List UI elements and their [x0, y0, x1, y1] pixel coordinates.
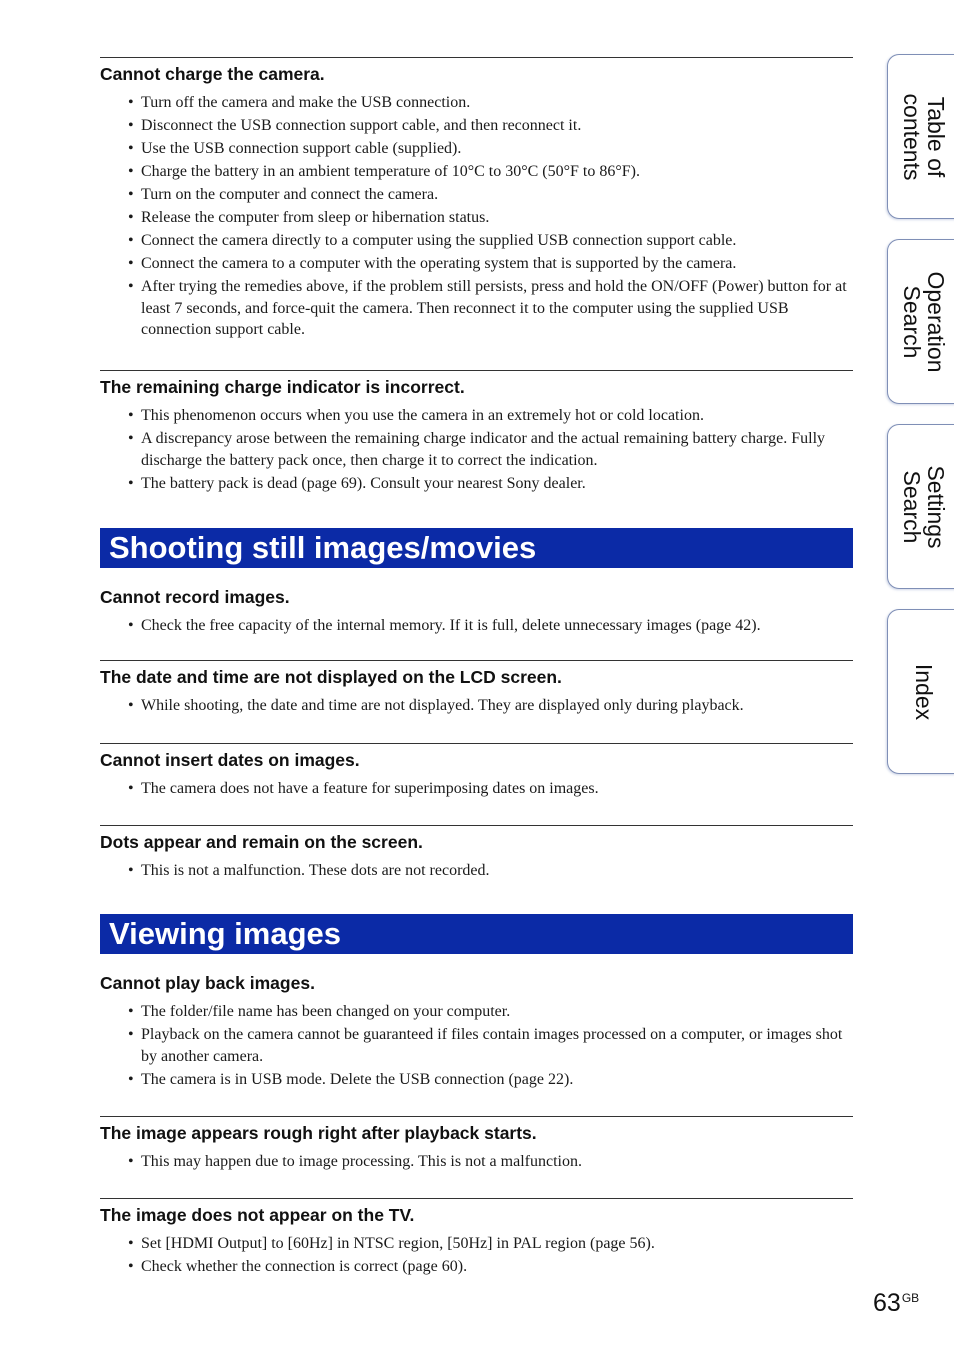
list-item: • This phenomenon occurs when you use the camera in an extremely hot or cold location. [100, 405, 853, 427]
list-item: • Use the USB connection support cable (supplied). [100, 138, 853, 160]
topic-title: The image does not appear on the TV. [100, 1205, 415, 1225]
topic-charge-indicator [100, 370, 853, 528]
page-number [873, 1289, 919, 1318]
list-item: • Release the computer from sleep or hibernation status. [100, 207, 853, 229]
list-item: • A discrepancy arose between the remaining charge indicator and the actual remaining battery charge. Fully discharge the battery pack once, then charge it to correct the indication. [100, 428, 853, 471]
list-item: • Disconnect the USB connection support cable, and then reconnect it. [100, 115, 853, 137]
page-content [100, 57, 853, 1289]
list-item: • Check whether the connection is correct (page 60). [100, 1256, 853, 1278]
list-item: • Turn on the computer and connect the camera. [100, 184, 853, 206]
section-banner-viewing: Viewing images [100, 914, 853, 954]
topic-cannot-charge [100, 57, 853, 370]
topic-no-tv-image [100, 1198, 853, 1289]
topic-title: Dots appear and remain on the screen. [100, 832, 423, 852]
list-item: • Connect the camera to a computer with the operating system that is supported by the camera. [100, 253, 853, 275]
item-list [100, 615, 853, 637]
topic-image-rough [100, 1116, 853, 1198]
list-item: • The folder/file name has been changed on your computer. [100, 1001, 853, 1023]
tab-table-of-contents[interactable] [887, 54, 954, 219]
item-list [100, 1001, 853, 1090]
item-list [100, 778, 853, 800]
item-list [100, 405, 853, 494]
tab-operation-search[interactable] [887, 239, 954, 404]
topic-title: Cannot play back images. [100, 973, 315, 993]
list-item: • The camera does not have a feature for superimposing dates on images. [100, 778, 853, 800]
page-number-value: 63 [873, 1289, 901, 1317]
item-list [100, 695, 853, 717]
topic-insert-dates [100, 743, 853, 825]
topic-title: Cannot record images. [100, 587, 290, 607]
item-list [100, 92, 853, 341]
tab-label: Table of contents [898, 93, 949, 180]
list-item: • This may happen due to image processing. This is not a malfunction. [100, 1151, 853, 1173]
item-list [100, 1151, 853, 1173]
list-item: • Playback on the camera cannot be guaranteed if files contain images processed on a computer, or images shot by another camera. [100, 1024, 853, 1067]
topic-title: The date and time are not displayed on the LCD screen. [100, 667, 562, 687]
item-list [100, 1233, 853, 1278]
list-item: • Connect the camera directly to a computer using the supplied USB connection support cable. [100, 230, 853, 252]
list-item: • While shooting, the date and time are not displayed. They are displayed only during playback. [100, 695, 853, 717]
section-gap [100, 568, 853, 587]
list-item: • The camera is in USB mode. Delete the USB connection (page 22). [100, 1069, 853, 1091]
tab-label: Operation Search [898, 270, 949, 373]
topic-title: Cannot insert dates on images. [100, 750, 360, 770]
list-item: • After trying the remedies above, if the problem still persists, press and hold the ON/OFF (Power) button for at least 7 seconds, and force-quit the camera. Then reconnect it to the computer using the supplied USB connection support cable. [100, 276, 853, 341]
list-item: • This is not a malfunction. These dots are not recorded. [100, 860, 853, 882]
section-gap [100, 954, 853, 973]
tab-label: Index [910, 663, 937, 720]
list-item: • Set [HDMI Output] to [60Hz] in NTSC region, [50Hz] in PAL region (page 56). [100, 1233, 853, 1255]
list-item: • The battery pack is dead (page 69). Consult your nearest Sony dealer. [100, 473, 853, 495]
tab-index[interactable] [887, 609, 954, 774]
topic-cannot-record [100, 587, 853, 660]
topic-cannot-play-back [100, 973, 853, 1116]
list-item: • Check the free capacity of the internal memory. If it is full, delete unnecessary images (page 42). [100, 615, 853, 637]
topic-title: The remaining charge indicator is incorrect. [100, 377, 465, 397]
topic-title: Cannot charge the camera. [100, 64, 325, 84]
topic-dots [100, 825, 853, 914]
topic-title: The image appears rough right after playback starts. [100, 1123, 537, 1143]
tab-label: Settings Search [898, 464, 949, 549]
section-banner-shooting: Shooting still images/movies [100, 528, 853, 568]
item-list [100, 860, 853, 882]
list-item: • Turn off the camera and make the USB connection. [100, 92, 853, 114]
page-number-suffix: GB [901, 1291, 920, 1305]
list-item: • Charge the battery in an ambient temperature of 10°C to 30°C (50°F to 86°F). [100, 161, 853, 183]
tab-settings-search[interactable] [887, 424, 954, 589]
topic-date-time [100, 660, 853, 743]
